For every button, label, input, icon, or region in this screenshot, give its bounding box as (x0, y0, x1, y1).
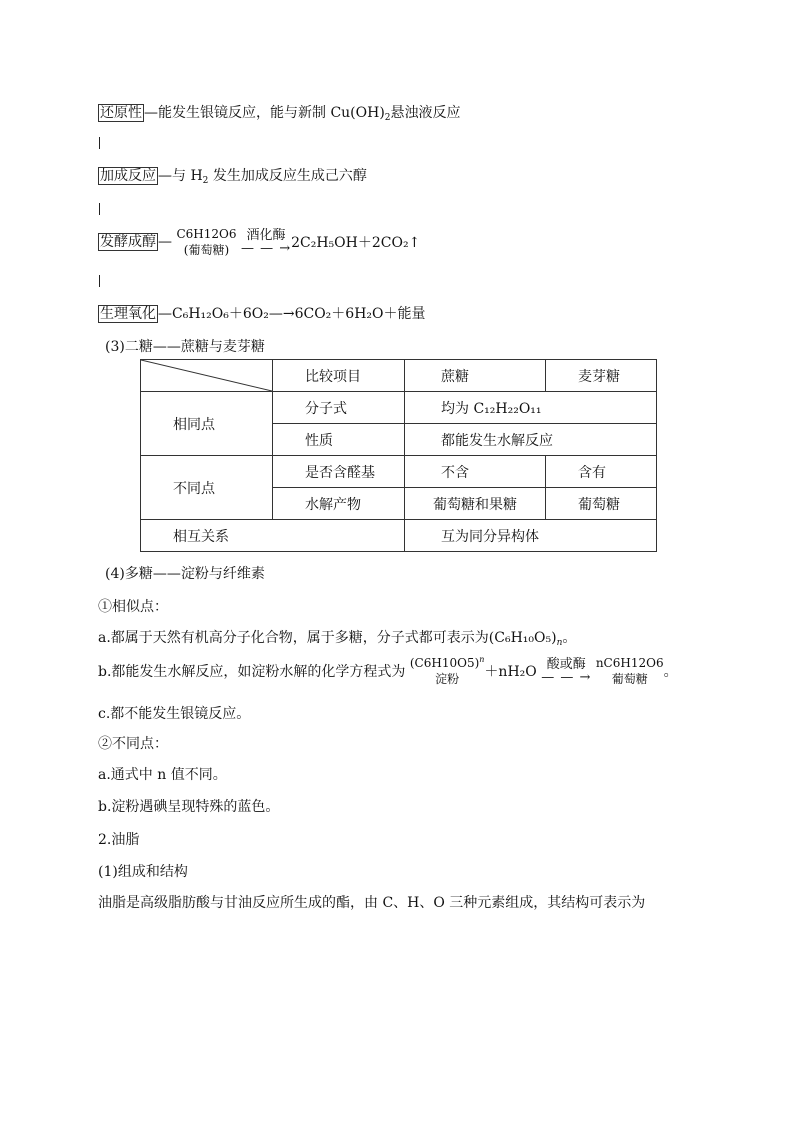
polysaccharide-heading: (4)多糖——淀粉与纤维素 (105, 566, 265, 582)
disaccharide-table (140, 359, 657, 552)
fat-heading: 2.油脂 (98, 832, 140, 848)
tag-addition: 加成反应 (100, 168, 156, 184)
property-value: 都能发生水解反应 (405, 424, 657, 456)
row-diff: 不同点 (141, 456, 273, 520)
tag-fermentation: 发酵成醇 (100, 234, 156, 250)
fat-text: 油脂是高级脂肪酸与甘油反应所生成的酯，由 C、H、O 三种元素组成，其结构可表示为 (98, 895, 646, 911)
header-maltose: 麦芽糖 (546, 360, 657, 392)
hydrolysis-arrow: 酸或酶 — — → (541, 657, 592, 685)
relation-value: 互为同分异构体 (405, 520, 657, 552)
line-fermentation: 发酵成醇 — C6H12O6 (葡萄糖) 酒化酶 — — → 2C₂H₅OH＋2CO₂↑ (100, 227, 421, 257)
tag-reduction: 还原性 (100, 105, 142, 121)
fat-subheading: (1)组成和结构 (98, 864, 188, 880)
similar-c: c.都不能发生银镜反应。 (98, 706, 251, 722)
similar-b: b.都能发生水解反应，如淀粉水解的化学方程式为 $(C6H10O5)^n$ 淀粉 ＋nH₂O 酸或酶 — — → nC6H12O6 葡萄糖 。 (98, 655, 678, 686)
aldehyde-sucrose: 不含 (405, 456, 546, 488)
header-sucrose: 蔗糖 (405, 360, 546, 392)
diagonal-line (141, 360, 272, 391)
header-item: 比较项目 (273, 360, 405, 392)
different-a: a.通式中 n 值不同。 (98, 767, 227, 783)
hydrolysis-sucrose: 葡萄糖和果糖 (405, 488, 546, 520)
starch-formula: $(C6H10O5)^n$ 淀粉 (409, 655, 485, 686)
glucose-formula: C6H12O6 (葡萄糖) (176, 227, 237, 257)
row-same: 相同点 (141, 392, 273, 456)
connector-bar (99, 137, 100, 149)
connector-bar (99, 275, 100, 287)
line-reduction: 还原性 —能发生银镜反应，能与新制 $Cu(OH)_2$悬浊液反应 (100, 105, 461, 123)
tag-oxidation: 生理氧化 (100, 306, 156, 322)
different-b: b.淀粉遇碘呈现特殊的蓝色。 (98, 799, 280, 815)
similar-a: a.都属于天然有机高分子化合物，属于多糖，分子式都可表示为$(C_6H_{10}O_5)_n$。 (98, 630, 577, 648)
similar-heading: ①相似点： (98, 599, 168, 615)
connector-bar (99, 203, 100, 215)
formula-label: 分子式 (273, 392, 405, 424)
aldehyde-maltose: 含有 (546, 456, 657, 488)
relation-label: 相互关系 (141, 520, 405, 552)
disaccharide-heading: (3)二糖——蔗糖与麦芽糖 (105, 339, 265, 355)
line-oxidation: 生理氧化 —C₆H₁₂O₆＋6O₂—→6CO₂＋6H₂O＋能量 (100, 306, 426, 322)
reaction-arrow: 酒化酶 — — → (240, 228, 292, 256)
property-label: 性质 (273, 424, 405, 456)
table-corner (141, 360, 273, 392)
different-heading: ②不同点： (98, 736, 168, 752)
glucose-product: nC6H12O6 葡萄糖 (595, 656, 664, 686)
formula-value: 均为 C₁₂H₂₂O₁₁ (405, 392, 657, 424)
aldehyde-label: 是否含醛基 (273, 456, 405, 488)
hydrolysis-label: 水解产物 (273, 488, 405, 520)
hydrolysis-maltose: 葡萄糖 (546, 488, 657, 520)
line-addition: 加成反应 —与 $H_2$ 发生加成反应生成己六醇 (100, 168, 367, 186)
